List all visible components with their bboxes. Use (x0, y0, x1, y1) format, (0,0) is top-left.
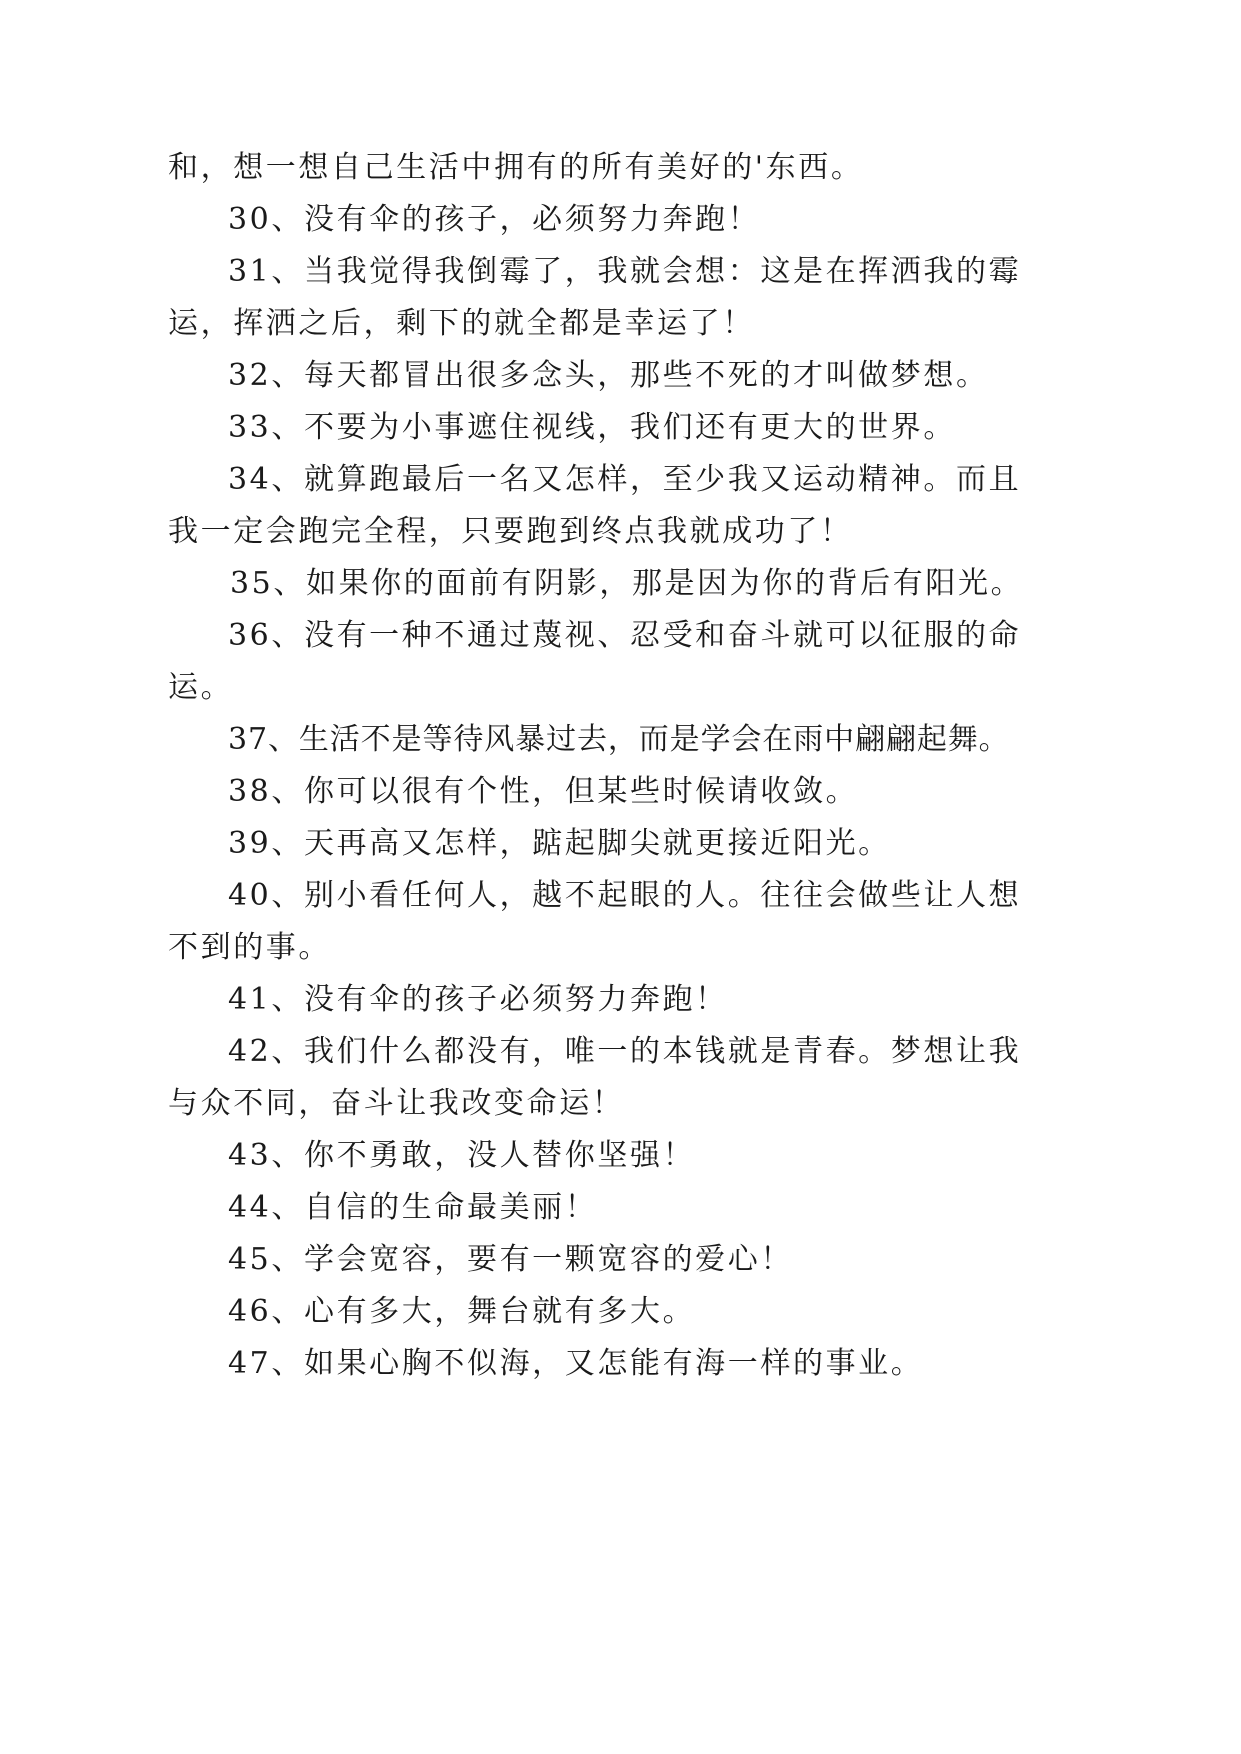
text-line: 46、心有多大，舞台就有多大。 (228, 1294, 696, 1329)
text-line: 42、我们什么都没有，唯一的本钱就是青春。梦想让我 (228, 1034, 1022, 1069)
text-line: 37、生活不是等待风暴过去，而是学会在雨中翩翩起舞。 (228, 722, 1010, 757)
text-line: 32、每天都冒出很多念头，那些不死的才叫做梦想。 (228, 358, 989, 393)
text-line: 40、别小看任何人，越不起眼的人。往往会做些让人想 (228, 878, 1022, 913)
text-line: 30、没有伞的孩子，必须努力奔跑！ (228, 202, 761, 237)
text-line: 36、没有一种不通过蔑视、忍受和奋斗就可以征服的命 (228, 618, 1022, 653)
text-line: 31、当我觉得我倒霉了，我就会想：这是在挥洒我的霉 (228, 254, 1022, 289)
text-line: 和，想一想自己生活中拥有的所有美好的'东西。 (168, 150, 864, 185)
text-line: 38、你可以很有个性，但某些时候请收敛。 (228, 774, 859, 809)
text-line: 我一定会跑完全程，只要跑到终点我就成功了！ (168, 514, 853, 549)
text-line: 35、如果你的面前有阴影，那是因为你的背后有阳光。 (230, 566, 1024, 601)
text-line: 44、自信的生命最美丽！ (228, 1190, 598, 1225)
text-line: 43、你不勇敢，没人替你坚强！ (228, 1138, 696, 1173)
text-line: 45、学会宽容，要有一颗宽容的爱心！ (228, 1242, 793, 1277)
text-line: 47、如果心胸不似海，又怎能有海一样的事业。 (228, 1346, 924, 1381)
text-line: 33、不要为小事遮住视线，我们还有更大的世界。 (228, 410, 956, 445)
text-line: 运。 (168, 670, 234, 705)
text-line: 41、没有伞的孩子必须努力奔跑！ (228, 982, 728, 1017)
text-line: 不到的事。 (168, 930, 331, 965)
text-line: 运，挥洒之后，剩下的就全都是幸运了！ (168, 306, 755, 341)
text-line: 34、就算跑最后一名又怎样，至少我又运动精神。而且 (228, 462, 1022, 497)
text-line: 39、天再高又怎样，踮起脚尖就更接近阳光。 (228, 826, 891, 861)
text-line: 与众不同，奋斗让我改变命运！ (168, 1086, 625, 1121)
